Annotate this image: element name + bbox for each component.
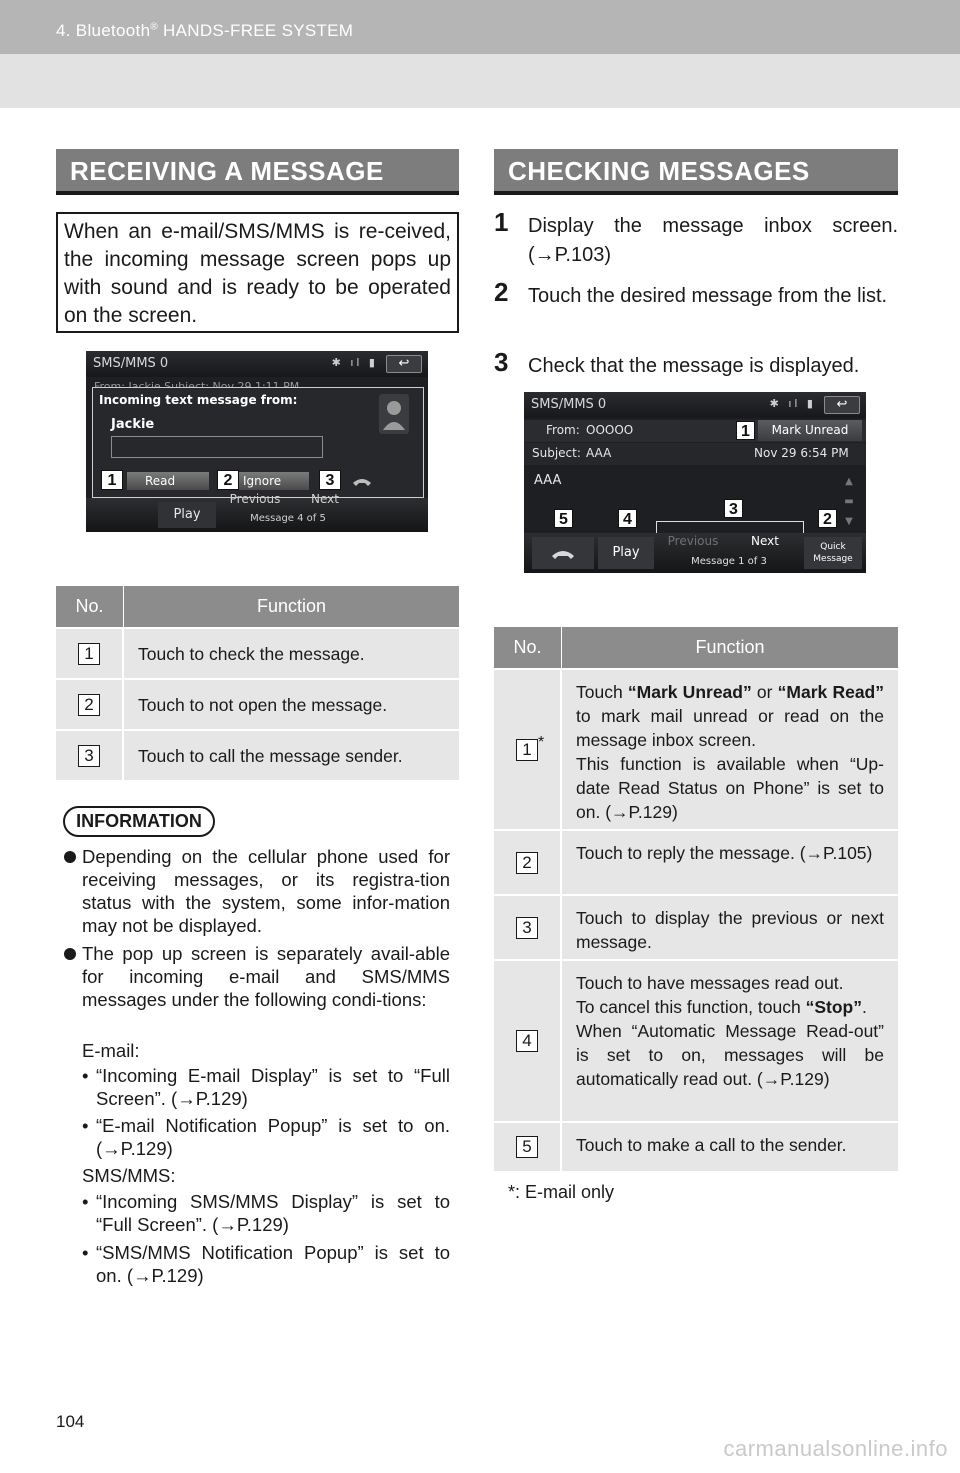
table-row [494, 668, 898, 829]
row-function: Touch to make a call to the sender. [576, 1135, 847, 1155]
play-button[interactable]: Play [158, 502, 216, 528]
row-number: 1 [516, 739, 538, 761]
information-label: INFORMATION [63, 806, 215, 837]
next-button[interactable]: Next [751, 534, 779, 548]
message-counter: Message 1 of 3 [691, 556, 767, 567]
status-icons: ✱ ıl ▮ [769, 397, 816, 410]
next-button[interactable]: Next [311, 492, 339, 506]
back-button[interactable]: ↩ [824, 396, 860, 414]
back-button[interactable]: ↩ [386, 355, 422, 373]
scrollbar[interactable]: ▲ ▬ ▼ [844, 476, 854, 527]
read-button[interactable]: Read [127, 472, 209, 490]
sender-name: Jackie [111, 417, 155, 432]
step-3 [494, 347, 898, 381]
callout-3: 3 [319, 470, 341, 490]
callout-4: 4 [618, 509, 637, 528]
header-function: Function [695, 637, 765, 657]
header-function: Function [256, 596, 327, 616]
email-label: E-mail: [82, 1040, 140, 1061]
table-row [56, 678, 459, 729]
sms-condition-1: • “Incoming SMS/MMS Display” is set to “Full Screen”. (→P.129) [82, 1191, 450, 1235]
step-number: 3 [494, 347, 509, 377]
email-condition-1: • “Incoming E-mail Display” is set to “Full Screen”. (→P.129) [82, 1065, 450, 1109]
footnote: *: E-mail only [508, 1182, 615, 1202]
contact-avatar-icon [379, 394, 409, 434]
table-row [494, 829, 898, 894]
table-row [56, 729, 459, 780]
page-number: 104 [56, 1412, 85, 1431]
call-sender-icon[interactable] [351, 474, 373, 488]
subject-label: Subject: [532, 446, 581, 460]
screen-bottom-bar [524, 533, 866, 573]
step-text: Display the message inbox screen. (→P.103) [528, 215, 898, 266]
table-header [494, 627, 898, 668]
incoming-popup [92, 387, 424, 498]
callout-2: 2 [217, 470, 239, 490]
row-number: 1 [78, 643, 100, 665]
row-function: Touch to call the message sender. [138, 746, 403, 766]
sms-condition-2: • “SMS/MMS Notification Popup” is set to on. (→P.129) [82, 1242, 450, 1286]
right-function-table [494, 627, 898, 1171]
row-number: 2 [78, 694, 100, 716]
row-function: Touch to not open the message. [138, 695, 388, 715]
table-header [56, 586, 459, 627]
quick-message-button[interactable]: Quick Message [804, 537, 862, 569]
callout-1: 1 [101, 470, 123, 490]
callout-2: 2 [818, 509, 837, 528]
table-row [56, 627, 459, 678]
row-function: Touch to check the message. [138, 644, 365, 664]
previous-button[interactable]: Previous [229, 492, 281, 506]
callout-3: 3 [724, 499, 743, 518]
ignore-button[interactable]: Ignore [239, 472, 309, 490]
table-row [494, 894, 898, 959]
row-function: Touch to reply the message. (→P.105) [576, 843, 873, 863]
intro-box: When an e-mail/SMS/MMS is re-ceived, the incoming message screen pops up with sound and is ready to be operated on the screen. [56, 212, 459, 333]
screen-bottom-bar [86, 492, 428, 532]
play-button[interactable]: Play [598, 537, 654, 569]
row-number: 3 [78, 745, 100, 767]
row-function: Touch to have messages read out. To cancel this function, touch “Stop”. When “Automatic Message Read-out” is set to on, messages will be automatically read out. (→P.129) [576, 973, 884, 1089]
status-icons: ✱ ıl ▮ [331, 356, 378, 369]
step-2 [494, 277, 898, 311]
message-screen-screenshot [524, 392, 866, 573]
callout-1: 1 [736, 421, 755, 440]
step-1 [494, 207, 898, 270]
row-number: 3 [516, 917, 538, 939]
screen-status-bar [524, 392, 866, 418]
subject-value: AAA [586, 446, 612, 460]
callout-5: 5 [554, 509, 573, 528]
watermark: carmanualsonline.info [723, 1436, 948, 1461]
row-function: Touch “Mark Unread” or “Mark Read” to mark mail unread or read on the message inbox screen. This function is available when “Up-date Read Status on Phone” is set to on. (→P.129) [576, 682, 885, 822]
header-no: No. [56, 586, 124, 627]
header-no: No. [494, 627, 562, 668]
incoming-message-screenshot [86, 351, 428, 532]
table-row [494, 1121, 898, 1171]
screen-title: SMS/MMS 0 [531, 397, 607, 412]
call-sender-button[interactable] [532, 537, 594, 569]
header-bar [0, 0, 960, 54]
step-number: 1 [494, 207, 509, 237]
info-bullet-1: Depending on the cellular phone used for receiving messages, or its registra-tion status with the system, some infor-mation may not be displayed. [64, 845, 450, 937]
from-row [524, 420, 866, 442]
section-title-checking: CHECKING MESSAGES [494, 149, 898, 195]
screen-title: SMS/MMS 0 [93, 356, 169, 371]
table-row [494, 959, 898, 1121]
email-only-marker: * [538, 734, 545, 751]
header-band [0, 54, 960, 108]
step-text: Touch the desired message from the list. [528, 285, 888, 307]
sms-label: SMS/MMS: [82, 1165, 176, 1186]
section-title-receiving: RECEIVING A MESSAGE [56, 149, 459, 195]
message-body: AAA [534, 473, 562, 488]
step-number: 2 [494, 277, 509, 307]
row-number: 4 [516, 1030, 538, 1052]
message-counter: Message 4 of 5 [250, 513, 326, 524]
step-text: Check that the message is displayed. [528, 355, 860, 377]
from-value: OOOOO [586, 423, 634, 437]
mark-unread-button[interactable]: Mark Unread [758, 420, 862, 441]
email-condition-2: • “E-mail Notification Popup” is set to on. (→P.129) [82, 1115, 450, 1159]
info-bullet-2: The pop up screen is separately avail-able for incoming e-mail and SMS/MMS messages under the following condi-tions: [64, 942, 450, 1011]
row-function: Touch to display the previous or next message. [576, 908, 884, 952]
message-date: Nov 29 6:54 PM [754, 446, 849, 460]
popup-header: Incoming text message from: [99, 393, 298, 407]
left-function-table [56, 586, 459, 780]
subject-row [524, 443, 866, 465]
from-label: From: [546, 423, 580, 437]
message-preview-field [111, 436, 323, 458]
chapter-title: 4. Bluetooth® HANDS-FREE SYSTEM [56, 21, 354, 40]
row-number: 2 [516, 852, 538, 874]
row-number: 5 [516, 1136, 538, 1158]
previous-button[interactable]: Previous [667, 534, 719, 548]
screen-status-bar [86, 351, 428, 377]
